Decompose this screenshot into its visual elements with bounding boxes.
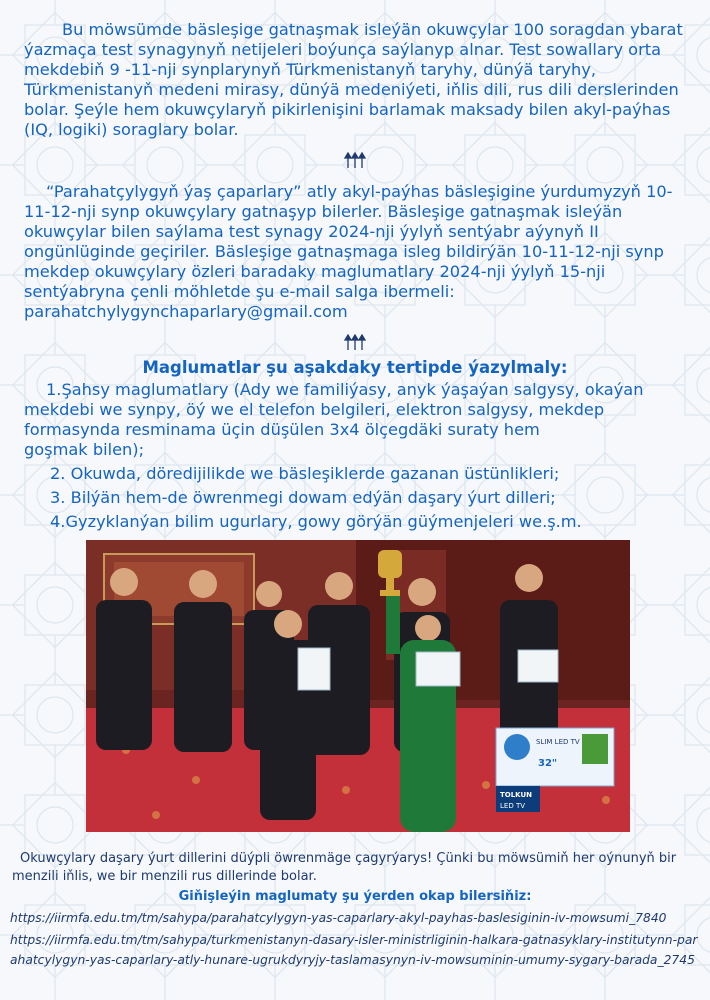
requirements-heading: Maglumatlar şu aşakdaky tertipde ýazylmaly: (142, 358, 568, 377)
divider-arrows-icon (339, 152, 371, 168)
requirement-item-4: 4.Gyzyklanýan bilim ugurlary, gowy görýän güýmenjeleri we.ş.m. (50, 512, 582, 531)
email-link[interactable]: parahatchylygynchaparlary@gmail.com (24, 302, 348, 321)
award-ceremony-photo (86, 540, 630, 832)
institute-link-line-2[interactable]: ahatcylygyn-yas-caparlary-atly-hunare-ugrukdyryjy-taslamasynyn-iv-mowsuminin-umumy-sygary-barada_2745 (10, 953, 695, 967)
institute-link-line-1[interactable]: https://iirmfa.edu.tm/tm/sahypa/turkmenistanyn-dasary-isler-ministrliginin-halkara-gatnasyklary-institutynn-par (10, 933, 698, 947)
tv-brand: TOLKUN (500, 791, 533, 799)
footer-note-line-2: menzili iňlis, we bir menzili rus dillerinde bolar. (12, 869, 317, 884)
requirement-item-1-line-2: mekdebi we synpy, öý we el telefon belgileri, elektron salgysy, mekdep (24, 400, 605, 419)
award-ceremony-illustration (86, 540, 630, 832)
requirement-item-2: 2. Okuwda, döredijilikde we bäsleşiklerde gazanan üstünlikleri; (50, 464, 560, 483)
requirement-item-1-line-3: formasynda resminama üçin düşülen 3x4 ölçegdäki suraty hem (24, 420, 540, 439)
intro-paragraph-1: Bu möwsümde bäsleşige gatnaşmak isleýän okuwçylar 100 soragdan ybarat ýazmaça test synagynyň netijeleri boýunça saýlanyp alnar. Test sowallary orta mekdebiň 9 -11-nji synplarynyň Türkmenistanyň taryhy, dünýä taryhy, Türkmenistanyň medeni mirasy, dünýä medeniýeti, iňlis dili, rus dili derslerinden bolar. Şeýle hem okuwçylaryň pikirlenişini barlamak maksady bilen akyl-paýhas (IQ, logiki) soraglary bolar. (24, 20, 683, 139)
contest-description: “Parahatçylygyň ýaş çaparlary” atly akyl-paýhas bäsleşigine ýurdumyzyň 10-11-12-nji synp okuwçylary gatnaşyp bilerler. Bäsleşige gatnaşmak isleýän okuwçylar bilen saýlama test synagy 2024-nji ýylyň sentýabr aýynyň II ongünlüginde geçiriler. Bäsleşige gatnaşmaga isleg bildirýän 10-11-12-nji synp mekdep okuwçylary özleri baradaky maglumatlary 2024-nji ýylyň 15-nji sentýabryna çenli möhletde şu e-mail salga ibermeli: (24, 182, 673, 301)
tv-label: LED TV (500, 802, 526, 810)
requirement-item-3: 3. Bilýän hem-de öwrenmegi dowam edýän daşary ýurt dilleri; (50, 488, 556, 507)
tv-size: 32" (538, 758, 558, 769)
requirement-item-1-line-1: 1.Şahsy maglumatlary (Ady we familiýasy, anyk ýaşaýan salgysy, okaýan (46, 380, 644, 399)
more-info-heading: Giňişleýin maglumaty şu ýerden okap bilersiňiz: (178, 889, 532, 904)
contest-link-1[interactable]: https://iirmfa.edu.tm/tm/sahypa/parahatcylygyn-yas-caparlary-akyl-payhas-baslesiginin-iv-mowsumi_7840 (10, 911, 667, 925)
tv-box-text: SLIM LED TV (536, 738, 580, 746)
intro-paragraph-2 (24, 182, 688, 322)
divider-arrows-icon-2 (339, 334, 371, 350)
footer-note-line-1: Okuwçylary daşary ýurt dillerini düýpli öwrenmäge çagyrýarys! Çünki bu möwsümiň her oýnunyň bir (20, 851, 677, 866)
requirement-item-1-line-4: goşmak bilen); (24, 440, 145, 459)
